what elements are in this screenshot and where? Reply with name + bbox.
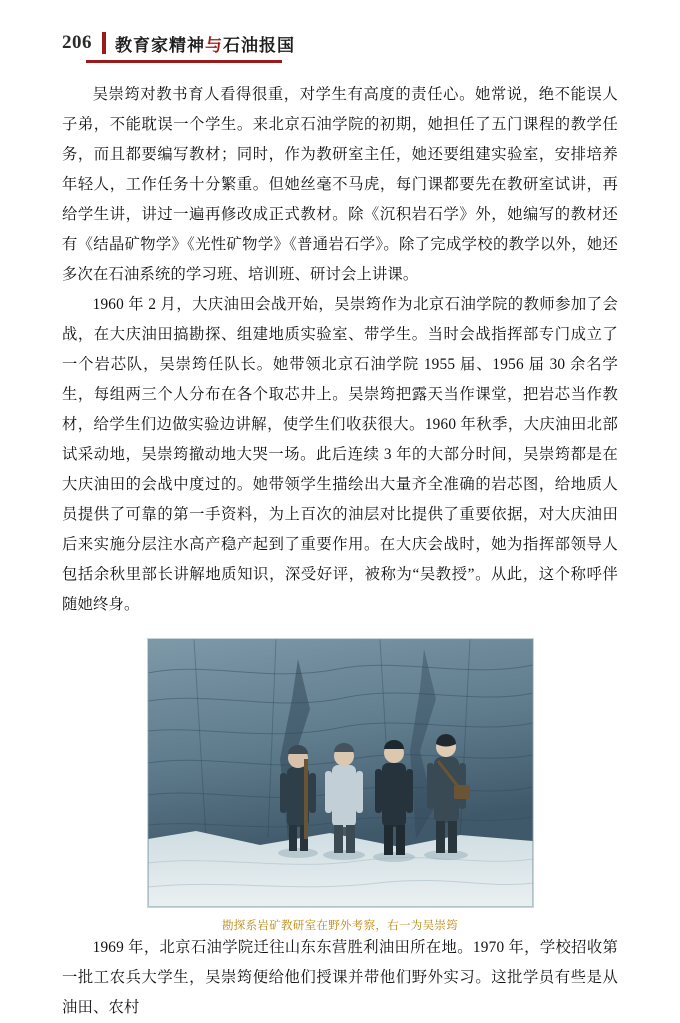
page-body: [62, 80, 618, 1023]
running-head-accent: 与: [205, 35, 223, 56]
figure-caption: 勘探系岩矿教研室在野外考察，右一为吴崇筠: [222, 918, 458, 932]
paragraph: 1969 年，北京石油学院迁往山东东营胜利油田所在地。1970 年，学校招收第一批工农兵大学生，吴崇筠便给他们授课并带他们野外实习。这批学员有些是从油田、农村: [62, 939, 618, 1016]
figure-block: [62, 638, 618, 933]
paragraph: 1960 年 2 月，大庆油田会战开始，吴崇筠作为北京石油学院的教师参加了会战，在大庆油田搞勘探、组建地质实验室、带学生。当时会战指挥部专门成立了一个岩芯队，吴崇筠任队长。她带领北京石油学院 1955 届、1956 届 30 余名学生，每组两三个人分布在各个取芯井上。吴崇筠把露天当作课堂，把岩芯当作教材，给学生们边做实验边讲解，使学生们收获很大。1960 年秋季，大庆油田北部试采动地，吴崇筠撤动地大哭一场。此后连续 3 年的大部分时间，吴崇筠都是在大庆油田的会战中度过的。她带领学生描绘出大量齐全准确的岩芯图，给地质人员提供了可靠的第一手资料，为上百次的油层对比提供了重要依据，对大庆油田后来实施分层注水高产稳产起到了重要作用。在大庆会战时，她为指挥部领导人包括余秋里部长讲解地质知识，深受好评，被称为“吴教授”。从此，这个称呼伴随她终身。: [62, 296, 618, 613]
header-underline-bar: [86, 60, 282, 63]
historic-field-survey-photo: [147, 638, 534, 908]
header-rule: [102, 32, 106, 54]
running-head-part1: 教育家精神: [115, 35, 205, 56]
running-head: [115, 31, 295, 56]
running-head-part2: 石油报国: [223, 35, 295, 56]
photo-illustration: [148, 639, 533, 907]
page-header: [62, 0, 618, 58]
paragraph: 吴崇筠对教书育人看得很重，对学生有高度的责任心。她常说，绝不能误人子弟，不能耽误一个学生。来北京石油学院的初期，她担任了五门课程的教学任务，而且都要编写教材；同时，作为教研室主任，她还要组建实验室，安排培养年轻人，工作任务十分繁重。但她丝毫不马虎，每门课都要先在教研室试讲，再给学生讲，讲过一遍再修改成正式教材。除《沉积岩石学》外，她编写的教材还有《结晶矿物学》《光性矿物学》《普通岩石学》。除了完成学校的教学以外，她还多次在石油系统的学习班、培训班、研讨会上讲课。: [62, 86, 618, 283]
page-number: 206: [62, 32, 92, 53]
